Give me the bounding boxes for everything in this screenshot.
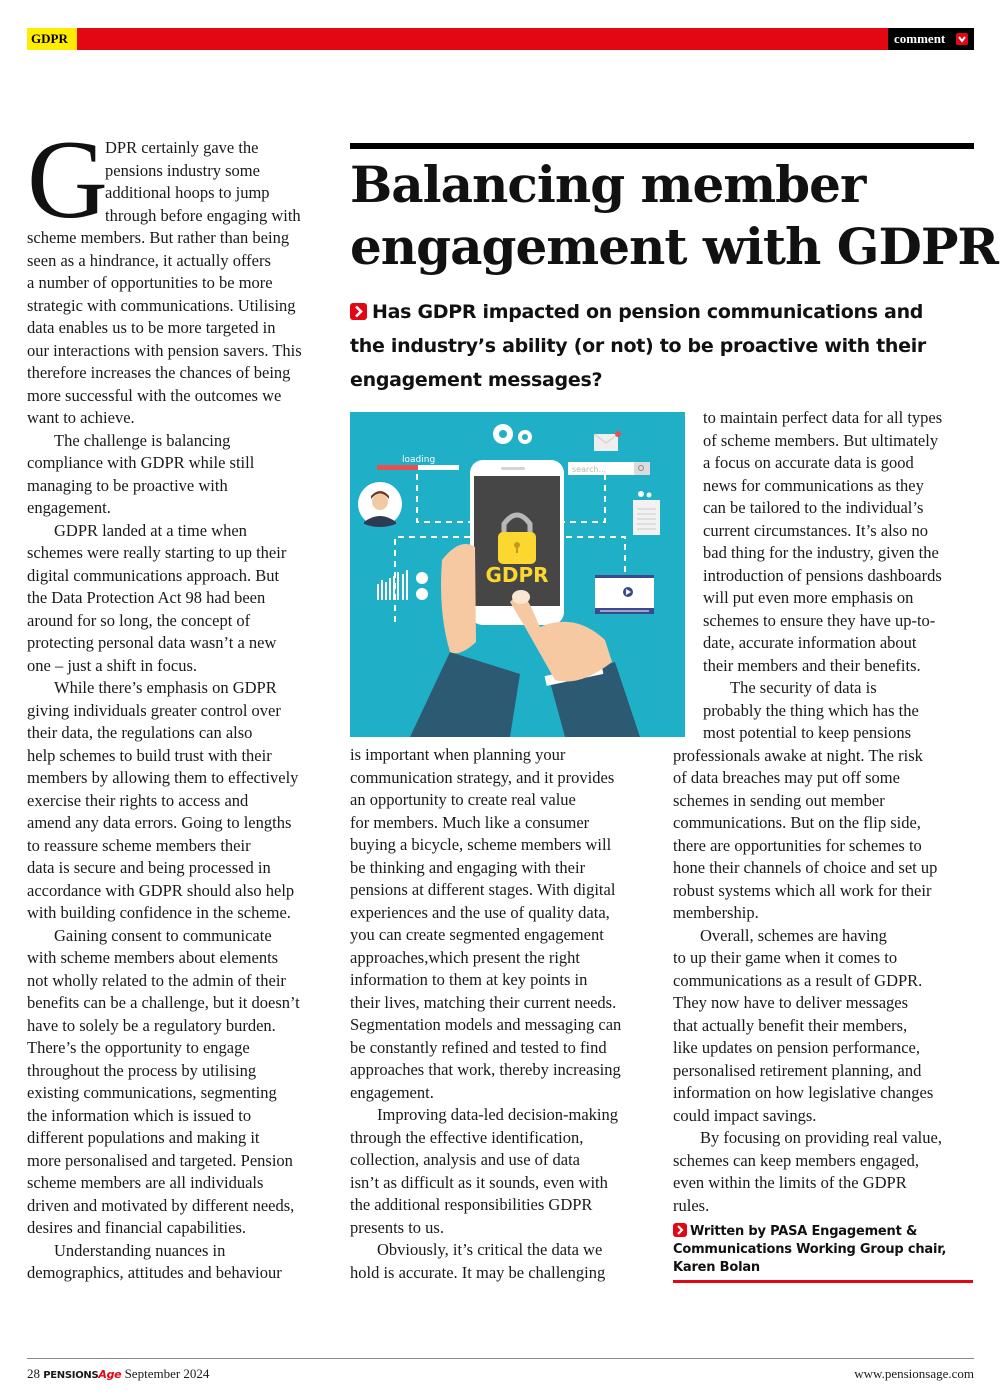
body-text-line: schemes can keep members engaged,	[673, 1150, 920, 1170]
body-text-line: hone their channels of choice and set up	[673, 858, 938, 877]
body-text-line: The security of data is	[730, 678, 877, 697]
body-text-line: an opportunity to create real value	[350, 790, 576, 809]
category-label: comment	[894, 31, 946, 46]
svg-text:search...: search...	[572, 465, 607, 474]
body-text-line: a focus on accurate data is good	[703, 453, 914, 472]
body-text-line: additional hoops to jump	[105, 183, 270, 202]
body-text-line: schemes were really starting to up their	[27, 543, 287, 562]
body-text-line: robust systems which all work for their	[673, 880, 932, 900]
body-text-line: giving individuals greater control over	[27, 700, 281, 720]
body-text-line: seen as a hindrance, it actually offers	[27, 250, 271, 270]
body-text-line: desires and financial capabilities.	[27, 1218, 246, 1237]
body-text-line: even within the limits of the GDPR	[673, 1173, 907, 1192]
body-text-line: want to achieve.	[27, 408, 135, 427]
body-text-line: of scheme members. But ultimately	[703, 430, 939, 450]
avatar-icon	[358, 482, 402, 527]
gears-icon	[493, 424, 532, 444]
issue-date: September 2024	[124, 1366, 210, 1381]
gdpr-illustration	[350, 412, 685, 737]
body-text-line: GDPR landed at a time when	[54, 520, 247, 540]
body-text-line: communications. But on the flip side,	[673, 813, 921, 832]
body-text-line: membership.	[673, 903, 759, 922]
body-text-line: approaches,which present the right	[350, 947, 581, 967]
body-text-line: The challenge is balancing	[54, 430, 231, 450]
body-text-line: data enables us to be more targeted in	[27, 318, 276, 337]
body-text-line: collection, analysis and use of data	[350, 1150, 581, 1169]
body-text-line: engagement.	[350, 1082, 434, 1102]
body-text-line: more personalised and targeted. Pension	[27, 1150, 293, 1170]
body-text-line: to maintain perfect data for all types	[703, 408, 943, 427]
body-text-line: communications as a result of GDPR.	[673, 970, 923, 990]
document-icon	[633, 491, 660, 535]
body-text-line: our interactions with pension savers. This	[27, 340, 302, 360]
body-text-line: introduction of pensions dashboards	[703, 565, 942, 585]
body-text-line: Obviously, it’s critical the data we	[377, 1240, 603, 1259]
body-text-line: be thinking and engaging with their	[350, 857, 586, 877]
article-headline	[350, 154, 998, 278]
body-text-line: pensions industry some	[105, 160, 260, 180]
arrow-right-icon	[350, 303, 367, 320]
body-text-line: date, accurate information about	[703, 633, 917, 652]
body-text-line: personalised retirement planning, and	[673, 1060, 922, 1080]
body-text-line: digital communications approach. But	[27, 565, 280, 585]
body-text-line: for members. Much like a consumer	[350, 812, 590, 832]
body-text-line: throughout the process by utilising	[27, 1060, 257, 1080]
body-text-line: through before engaging with	[105, 205, 301, 225]
body-text-line: driven and motivated by different needs,	[27, 1195, 295, 1215]
headline-line: engagement with GDPR	[350, 217, 998, 276]
byline-rule	[673, 1280, 973, 1283]
standfirst-line: the industry’s ability (or not) to be proactive with their	[350, 335, 926, 357]
body-text-line: accordance with GDPR should also help	[27, 880, 295, 900]
body-text-line: hold is accurate. It may be challenging	[350, 1262, 606, 1282]
body-text-line: approaches that work, thereby increasing	[350, 1060, 621, 1079]
headline-rule	[350, 143, 974, 149]
body-text-line: have to solely be a regulatory burden.	[27, 1015, 276, 1035]
body-text-line: protecting personal data wasn’t a new	[27, 633, 277, 652]
article-byline	[673, 1223, 973, 1277]
drop-cap: G	[27, 118, 108, 242]
body-text-line: compliance with GDPR while still	[27, 453, 255, 472]
publication-logo: PENSIONSAge	[43, 1368, 122, 1381]
body-text-line: the Data Protection Act 98 had been	[27, 588, 266, 607]
article-column-1	[27, 137, 332, 1285]
body-text-line: therefore increases the chances of being	[27, 363, 291, 382]
body-text-line: isn’t as difficult as it sounds, even with	[350, 1172, 608, 1192]
hand-icon	[441, 544, 476, 653]
body-text-line: engagement.	[27, 498, 111, 517]
body-text-line: scheme members. But rather than being	[27, 228, 290, 247]
body-text-line: pensions at different stages. With digital	[350, 880, 616, 899]
footer-issue-info	[27, 1366, 209, 1382]
page-number: 28	[27, 1366, 40, 1381]
body-text-line: presents to us.	[350, 1217, 444, 1237]
article-standfirst	[350, 295, 970, 397]
body-text-line: to up their game when it comes to	[673, 948, 898, 967]
body-text-line: Segmentation models and messaging can	[350, 1015, 622, 1034]
body-text-line: their lives, matching their current needs.	[350, 992, 617, 1012]
body-text-line: There’s the opportunity to engage	[27, 1038, 250, 1057]
body-text-line: help schemes to build trust with their	[27, 745, 272, 765]
loading-label: loading	[402, 455, 436, 465]
body-text-line: communication strategy, and it provides	[350, 767, 615, 787]
body-text-line: Improving data-led decision-making	[377, 1105, 619, 1124]
body-text-line: a number of opportunities to be more	[27, 273, 273, 292]
body-text-line: different populations and making it	[27, 1128, 260, 1147]
body-text-line: most potential to keep pensions	[703, 723, 912, 742]
body-text-line: managing to be proactive with	[27, 475, 228, 495]
body-text-line: around for so long, the concept of	[27, 610, 251, 630]
mail-icon	[594, 431, 621, 451]
body-text-line: the information which is issued to	[27, 1105, 252, 1125]
body-text-line: They now have to deliver messages	[673, 993, 909, 1012]
body-text-line: there are opportunities for schemes to	[673, 835, 922, 855]
body-text-line: will put even more emphasis on	[703, 588, 914, 607]
body-text-line: could impact savings.	[673, 1105, 817, 1125]
body-text-line: with building confidence in the scheme.	[27, 903, 291, 922]
standfirst-line: engagement messages?	[350, 369, 603, 391]
body-text-line: data is secure and being processed in	[27, 858, 271, 877]
body-text-line: that actually benefit their members,	[673, 1015, 908, 1035]
body-text-line: information to them at key points in	[350, 970, 588, 989]
body-text-line: Gaining consent to communicate	[54, 925, 272, 945]
body-text-line: through the effective identification,	[350, 1127, 584, 1147]
body-text-line: exercise their rights to access and	[27, 790, 249, 810]
body-text-line: amend any data errors. Going to lengths	[27, 813, 292, 832]
search-box	[568, 462, 650, 475]
body-text-line: While there’s emphasis on GDPR	[54, 678, 277, 697]
body-text-line: buying a bicycle, scheme members will	[350, 835, 612, 854]
body-text-line: members by allowing them to effectively	[27, 768, 299, 787]
body-text-line: schemes in sending out member	[673, 790, 885, 810]
section-tag: GDPR	[27, 28, 77, 50]
body-text-line: bad thing for the industry, given the	[703, 543, 939, 562]
body-text-line: not wholly related to the admin of their	[27, 970, 286, 990]
body-text-line: their members and their benefits.	[703, 655, 921, 675]
body-text-line: existing communications, segmenting	[27, 1083, 277, 1102]
body-text-line: demographics, attitudes and behaviour	[27, 1263, 282, 1282]
body-text-line: one – just a shift in focus.	[27, 655, 198, 675]
body-text-line: current circumstances. It’s also no	[703, 520, 928, 540]
body-text-line: is important when planning your	[350, 745, 566, 764]
body-text-line: experiences and the use of quality data,	[350, 902, 610, 922]
body-text-line: DPR certainly gave the	[105, 138, 259, 157]
body-text-line: information on how legislative changes	[673, 1083, 934, 1102]
body-text-line: their data, the regulations can also	[27, 723, 253, 742]
byline-line: Written by PASA Engagement &	[690, 1224, 918, 1239]
body-text-line: professionals awake at night. The risk	[673, 745, 923, 765]
body-text-line: be constantly refined and tested to find	[350, 1037, 607, 1057]
footer-url[interactable]: www.pensionsage.com	[854, 1366, 974, 1381]
body-text-line: to reassure scheme members their	[27, 835, 251, 855]
body-text-line: with scheme members about elements	[27, 948, 279, 967]
loading-bar-fill	[377, 465, 418, 470]
section-header-bar	[27, 28, 974, 50]
footer-rule	[27, 1358, 974, 1359]
byline-line: Communications Working Group chair,	[673, 1242, 947, 1257]
body-text-line: probably the thing which has the	[703, 700, 919, 720]
byline-line: Karen Bolan	[673, 1260, 760, 1275]
headline-line: Balancing member	[350, 155, 866, 214]
bar-chart-icon	[377, 570, 408, 600]
body-text-line: scheme members are all individuals	[27, 1173, 264, 1192]
pie-chart-icon	[416, 572, 428, 600]
body-text-line: rules.	[673, 1195, 710, 1215]
video-player-icon	[595, 575, 654, 614]
standfirst-line: Has GDPR impacted on pension communications and	[372, 301, 924, 323]
body-text-line: By focusing on providing real value,	[700, 1128, 942, 1147]
chevron-down-icon	[956, 33, 968, 45]
arrow-right-icon	[673, 1223, 687, 1237]
body-text-line: schemes to ensure they have up-to-	[703, 610, 936, 630]
body-text-line: news for communications as they	[703, 475, 924, 495]
body-text-line: strategic with communications. Utilising	[27, 295, 296, 315]
body-text-line: you can create segmented engagement	[350, 925, 604, 944]
body-text-line: benefits can be a challenge, but it doesn’t	[27, 993, 300, 1012]
article-column-2	[350, 744, 660, 1284]
body-text-line: Understanding nuances in	[54, 1240, 226, 1260]
body-text-line: Overall, schemes are having	[700, 925, 887, 945]
category-tag	[888, 28, 974, 50]
screen-gdpr-label: GDPR	[485, 563, 549, 587]
body-text-line: more successful with the outcomes we	[27, 385, 282, 405]
body-text-line: like updates on pension performance,	[673, 1038, 920, 1057]
body-text-line: of data breaches may put off some	[673, 768, 900, 787]
body-text-line: can be tailored to the individual’s	[703, 498, 924, 517]
body-text-line: the additional responsibilities GDPR	[350, 1195, 593, 1214]
article-column-3	[673, 407, 978, 1217]
